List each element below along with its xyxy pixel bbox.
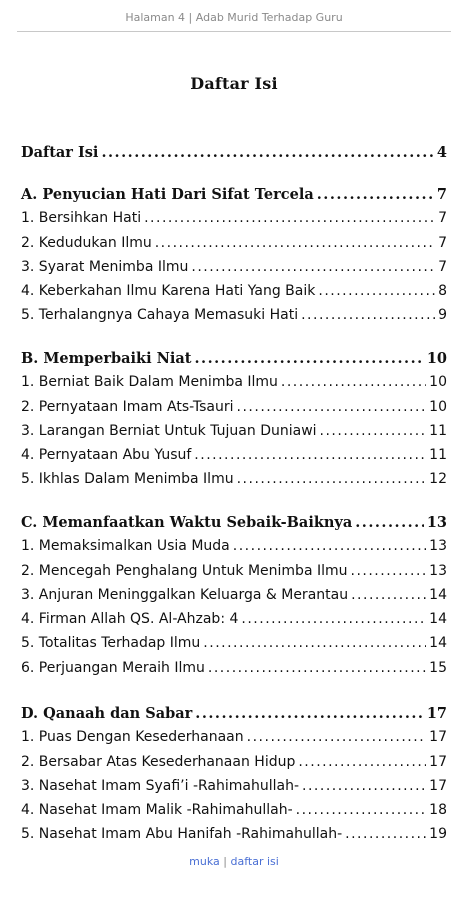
toc-entry[interactable] bbox=[21, 802, 447, 826]
toc-section bbox=[21, 186, 447, 332]
toc-entry-label: 5. Terhalangnya Cahaya Memasuki Hati bbox=[21, 307, 299, 324]
toc-entry-page: 11 bbox=[429, 447, 447, 464]
toc-entry-label: 4. Firman Allah QS. Al-Ahzab: 4 bbox=[21, 611, 239, 628]
dot-leader bbox=[351, 563, 427, 579]
toc-entry-page: 15 bbox=[429, 659, 447, 676]
dot-leader bbox=[351, 587, 426, 603]
toc-entry-page: 14 bbox=[429, 635, 447, 652]
dot-leader bbox=[194, 447, 426, 463]
dot-leader bbox=[237, 471, 427, 487]
toc-entry-page: 10 bbox=[426, 350, 447, 367]
toc-entry-label: A. Penyucian Hati Dari Sifat Tercela bbox=[21, 186, 314, 203]
table-of-contents bbox=[21, 144, 447, 168]
toc-entry[interactable] bbox=[21, 563, 447, 587]
toc-entry-page: 18 bbox=[429, 802, 447, 819]
dot-leader bbox=[208, 660, 426, 676]
dot-leader bbox=[320, 423, 427, 439]
dot-leader bbox=[301, 307, 435, 323]
dot-leader bbox=[345, 826, 426, 842]
dot-leader bbox=[302, 778, 426, 794]
toc-entry[interactable] bbox=[21, 826, 447, 850]
page-header: Halaman 4 | Adab Murid Terhadap Guru bbox=[125, 11, 343, 24]
page-footer bbox=[0, 855, 468, 868]
toc-entry-label: D. Qanaah dan Sabar bbox=[21, 705, 193, 722]
link-muka[interactable]: muka bbox=[189, 855, 220, 868]
toc-section-heading[interactable] bbox=[21, 186, 447, 210]
toc-entry-page: 13 bbox=[429, 562, 447, 579]
toc-entry-label: 2. Kedudukan Ilmu bbox=[21, 234, 152, 251]
toc-entry-label: 3. Syarat Menimba Ilmu bbox=[21, 258, 189, 275]
dot-leader bbox=[155, 235, 435, 251]
toc-entry-label: 2. Mencegah Penghalang Untuk Menimba Ilmu bbox=[21, 562, 348, 579]
dot-leader bbox=[318, 283, 435, 299]
toc-entry-page: 7 bbox=[438, 234, 447, 251]
toc-section-heading[interactable] bbox=[21, 705, 447, 729]
toc-entry-label: 4. Keberkahan Ilmu Karena Hati Yang Baik bbox=[21, 283, 316, 300]
toc-entry[interactable] bbox=[21, 235, 447, 259]
toc-section bbox=[21, 705, 447, 851]
toc-entry[interactable] bbox=[21, 538, 447, 562]
toc-entry-label: 3. Larangan Berniat Untuk Tujuan Duniawi bbox=[21, 422, 317, 439]
toc-entry-page: 13 bbox=[426, 514, 447, 531]
toc-entry-label: 3. Anjuran Meninggalkan Keluarga & Merantau bbox=[21, 586, 349, 603]
toc-entry[interactable] bbox=[21, 307, 447, 331]
toc-entry[interactable] bbox=[21, 399, 447, 423]
toc-entry-label: 5. Ikhlas Dalam Menimba Ilmu bbox=[21, 471, 234, 488]
toc-entry-label: 5. Nasehat Imam Abu Hanifah -Rahimahullah- bbox=[21, 826, 343, 843]
toc-entry-label: C. Memanfaatkan Waktu Sebaik-Baiknya bbox=[21, 514, 353, 531]
dot-leader bbox=[241, 611, 426, 627]
toc-entry[interactable] bbox=[21, 259, 447, 283]
toc-entry-page: 11 bbox=[429, 422, 447, 439]
toc-entry-label: Daftar Isi bbox=[21, 144, 99, 161]
dot-leader bbox=[281, 374, 426, 390]
toc-entry-page: 13 bbox=[429, 538, 447, 555]
toc-entry-daftar-isi[interactable] bbox=[21, 144, 447, 168]
toc-entry-page: 17 bbox=[429, 753, 447, 770]
toc-entry-label: 1. Berniat Baik Dalam Menimba Ilmu bbox=[21, 374, 278, 391]
toc-entry-page: 4 bbox=[436, 144, 447, 161]
toc-entry-page: 17 bbox=[429, 777, 447, 794]
toc-entry[interactable] bbox=[21, 210, 447, 234]
toc-entry[interactable] bbox=[21, 471, 447, 495]
dot-leader bbox=[101, 144, 433, 161]
toc-entry-page: 17 bbox=[426, 705, 447, 722]
toc-entry[interactable] bbox=[21, 423, 447, 447]
toc-section-heading[interactable] bbox=[21, 514, 447, 538]
dot-leader bbox=[237, 399, 427, 415]
toc-entry[interactable] bbox=[21, 283, 447, 307]
toc-entry-page: 9 bbox=[438, 307, 447, 324]
link-daftar-isi[interactable]: daftar isi bbox=[230, 855, 279, 868]
toc-entry[interactable] bbox=[21, 374, 447, 398]
dot-leader bbox=[194, 350, 423, 367]
toc-entry-page: 10 bbox=[429, 374, 447, 391]
toc-entry-page: 8 bbox=[438, 283, 447, 300]
toc-section-heading[interactable] bbox=[21, 350, 447, 374]
toc-entry[interactable] bbox=[21, 611, 447, 635]
toc-entry-page: 7 bbox=[438, 210, 447, 227]
dot-leader bbox=[191, 259, 435, 275]
header-divider bbox=[17, 31, 451, 32]
toc-entry-page: 7 bbox=[436, 186, 447, 203]
toc-entry-page: 10 bbox=[429, 398, 447, 415]
dot-leader bbox=[317, 186, 434, 203]
toc-entry-page: 12 bbox=[429, 471, 447, 488]
toc-entry-label: 1. Puas Dengan Kesederhanaan bbox=[21, 729, 244, 746]
toc-entry-label: 5. Totalitas Terhadap Ilmu bbox=[21, 635, 201, 652]
toc-entry[interactable] bbox=[21, 778, 447, 802]
dot-leader bbox=[203, 635, 426, 651]
footer-separator: | bbox=[223, 855, 227, 868]
toc-entry[interactable] bbox=[21, 447, 447, 471]
toc-entry-label: 1. Memaksimalkan Usia Muda bbox=[21, 538, 230, 555]
toc-entry-label: 4. Nasehat Imam Malik -Rahimahullah- bbox=[21, 802, 293, 819]
toc-entry-label: B. Memperbaiki Niat bbox=[21, 350, 192, 367]
dot-leader bbox=[296, 802, 427, 818]
toc-entry[interactable] bbox=[21, 660, 447, 684]
toc-entry[interactable] bbox=[21, 635, 447, 659]
toc-entry[interactable] bbox=[21, 754, 447, 778]
toc-entry-page: 14 bbox=[429, 611, 447, 628]
toc-entry-label: 4. Pernyataan Abu Yusuf bbox=[21, 447, 192, 464]
toc-entry-page: 17 bbox=[429, 729, 447, 746]
toc-entry[interactable] bbox=[21, 729, 447, 753]
toc-entry-page: 7 bbox=[438, 258, 447, 275]
dot-leader bbox=[233, 538, 426, 554]
toc-entry-label: 2. Bersabar Atas Kesederhanaan Hidup bbox=[21, 753, 296, 770]
toc-entry-label: 2. Pernyataan Imam Ats-Tsauri bbox=[21, 398, 234, 415]
toc-entry-page: 14 bbox=[429, 586, 447, 603]
dot-leader bbox=[355, 514, 424, 531]
dot-leader bbox=[247, 729, 427, 745]
toc-entry-label: 6. Perjuangan Meraih Ilmu bbox=[21, 659, 205, 676]
toc-section bbox=[21, 350, 447, 496]
toc-entry-label: 3. Nasehat Imam Syafi’i -Rahimahullah- bbox=[21, 777, 300, 794]
toc-section bbox=[21, 514, 447, 684]
dot-leader bbox=[298, 754, 426, 770]
toc-entry-page: 19 bbox=[429, 826, 447, 843]
dot-leader bbox=[195, 705, 424, 722]
toc-entry[interactable] bbox=[21, 587, 447, 611]
toc-entry-label: 1. Bersihkan Hati bbox=[21, 210, 142, 227]
page-title: Daftar Isi bbox=[190, 74, 278, 93]
dot-leader bbox=[144, 210, 435, 226]
